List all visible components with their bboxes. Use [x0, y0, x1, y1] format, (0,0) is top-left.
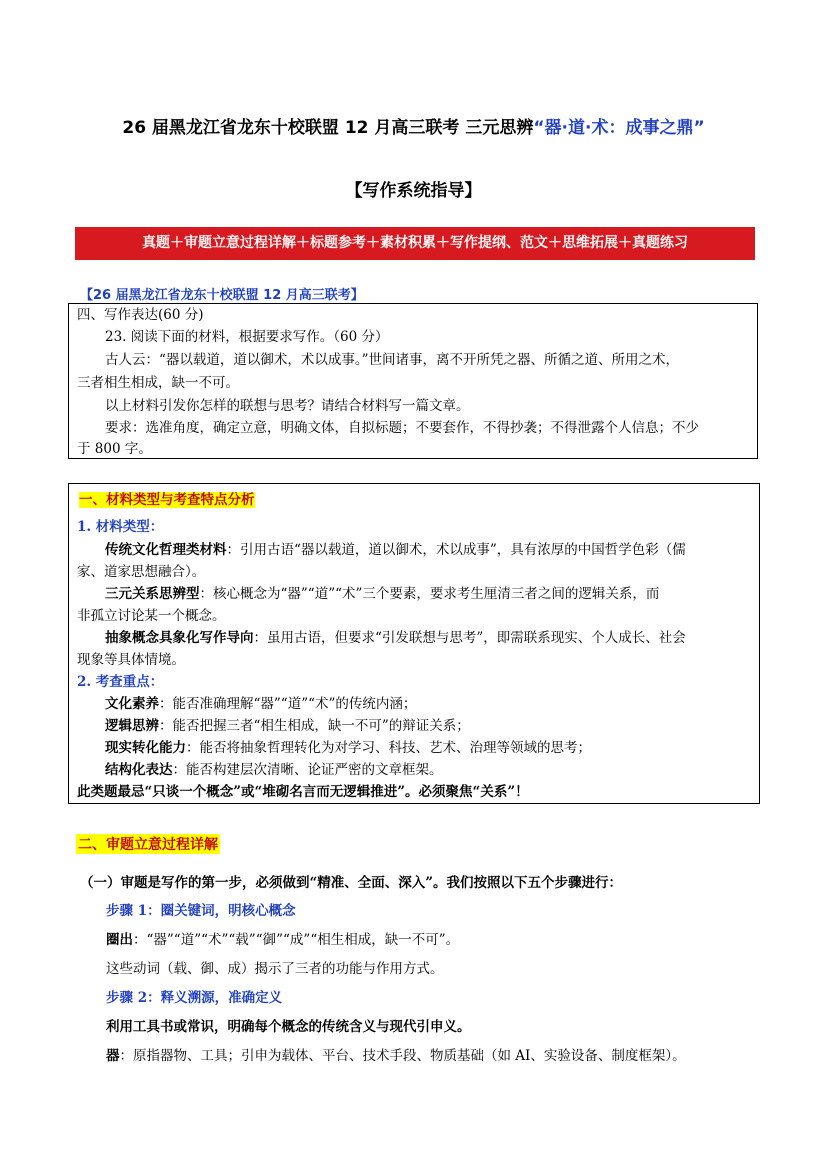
tool-note: 利用工具书或常识，明确每个概念的传统含义与现代引申义。: [106, 1019, 471, 1035]
type-item-2: [105, 584, 659, 604]
analysis-heading: 一、材料类型与考查特点分析: [79, 492, 255, 508]
type-item-2-label: 三元关系思辨型: [105, 586, 200, 602]
section2-intro: （一）审题是写作的第一步，必须做到“精准、全面、深入”。我们按照以下五个步骤进行：: [80, 875, 623, 891]
focus-item-4-text: ：能否构建层次清晰、论证严密的文章框架。: [172, 762, 443, 778]
material-line-2: 三者相生相成，缺一不可。: [77, 375, 239, 391]
focus-item-3: [105, 738, 591, 758]
title-highlight: “器·道·术：成事之鼎”: [533, 118, 705, 138]
verbs-note: 这些动词（载、御、成）揭示了三者的功能与作用方式。: [106, 961, 444, 977]
section2-heading: 二、审题立意过程详解: [76, 834, 220, 854]
focus-item-3-label: 现实转化能力: [105, 740, 186, 756]
type-item-3-cont: 现象等具体情境。: [77, 652, 185, 668]
type-item-1-text: ：引用古语“器以载道，道以御术，术以成事”，具有浓厚的中国哲学色彩（儒: [226, 542, 686, 558]
focus-item-4-label: 结构化表达: [105, 762, 173, 778]
analysis-warning: 此类题最忌“只谈一个概念”或“堆砌名言而无逻辑推进”。必须聚焦“关系”！: [77, 784, 529, 800]
requirement-line-1: 要求：选准角度，确定立意，明确文体，自拟标题；不要套作，不得抄袭；不得泄露个人信息；不少: [105, 420, 699, 436]
page-title: [0, 113, 827, 138]
type-item-1-cont: 家、道家思想融合）。: [77, 564, 206, 580]
circle-keywords: [106, 930, 459, 950]
circle-label: 圈出: [106, 932, 133, 948]
focus-item-4: [105, 760, 443, 780]
source-label: 【26 届黑龙江省龙东十校联盟 12 月高三联考】: [80, 288, 364, 303]
question-line: 23. 阅读下面的材料，根据要求写作。（60 分）: [105, 329, 389, 345]
focus-item-1: [105, 694, 416, 714]
title-main: 26 届黑龙江省龙东十校联盟 12 月高三联考 三元思辨: [122, 118, 534, 138]
focus-item-3-text: ：能否将抽象哲理转化为对学习、科技、艺术、治理等领域的思考；: [186, 740, 591, 756]
qi-definition: [106, 1046, 686, 1066]
step-1-heading: 步骤 1：圈关键词，明核心概念: [106, 903, 296, 919]
qi-text: ：原指器物、工具；引申为载体、平台、技术手段、物质基础（如 AI、实验设备、制度框架）。: [119, 1048, 686, 1064]
circle-text: ：“器”“道”“术”“载”“御”“成”“相生相成，缺一不可”。: [133, 932, 460, 948]
type-item-3-text: ：虽用古语，但要求“引发联想与思考”，即需联系现实、个人成长、社会: [253, 630, 686, 646]
type-item-1-label: 传统文化哲理类材料: [105, 542, 227, 558]
question-box: [68, 303, 758, 459]
focus-item-2: [105, 716, 470, 736]
focus-heading: 2. 考查重点：: [77, 674, 164, 690]
type-item-3: [105, 628, 686, 648]
type-item-2-text: ：核心概念为“器”“道”“术”三个要素，要求考生厘清三者之间的逻辑关系，而: [199, 586, 660, 602]
type-item-1: [105, 540, 686, 560]
content-banner: 真题＋审题立意过程详解＋标题参考＋素材积累＋写作提纲、范文＋思维拓展＋真题练习: [75, 227, 755, 260]
focus-item-1-text: ：能否准确理解“器”“道”“术”的传统内涵；: [159, 696, 417, 712]
page-subtitle: 【写作系统指导】: [345, 181, 482, 201]
prompt-line: 以上材料引发你怎样的联想与思考？请结合材料写一篇文章。: [105, 398, 470, 414]
qi-label: 器: [106, 1048, 120, 1064]
type-item-3-label: 抽象概念具象化写作导向: [105, 630, 254, 646]
step-2-heading: 步骤 2：释义溯源，准确定义: [106, 990, 283, 1006]
analysis-box: [68, 483, 760, 804]
type-item-2-cont: 非孤立讨论某一个概念。: [77, 608, 226, 624]
focus-item-2-label: 逻辑思辨: [105, 718, 159, 734]
requirement-line-2: 于 800 字。: [77, 441, 152, 457]
material-line-1: 古人云：“器以载道，道以御术，术以成事。”世间诸事，离不开所凭之器、所循之道、所用之术，: [105, 352, 680, 368]
focus-item-1-label: 文化素养: [105, 696, 159, 712]
focus-item-2-text: ：能否把握三者“相生相成，缺一不可”的辩证关系；: [159, 718, 470, 734]
question-section: 四、写作表达(60 分): [77, 307, 204, 323]
material-type-heading: 1. 材料类型：: [77, 519, 164, 535]
